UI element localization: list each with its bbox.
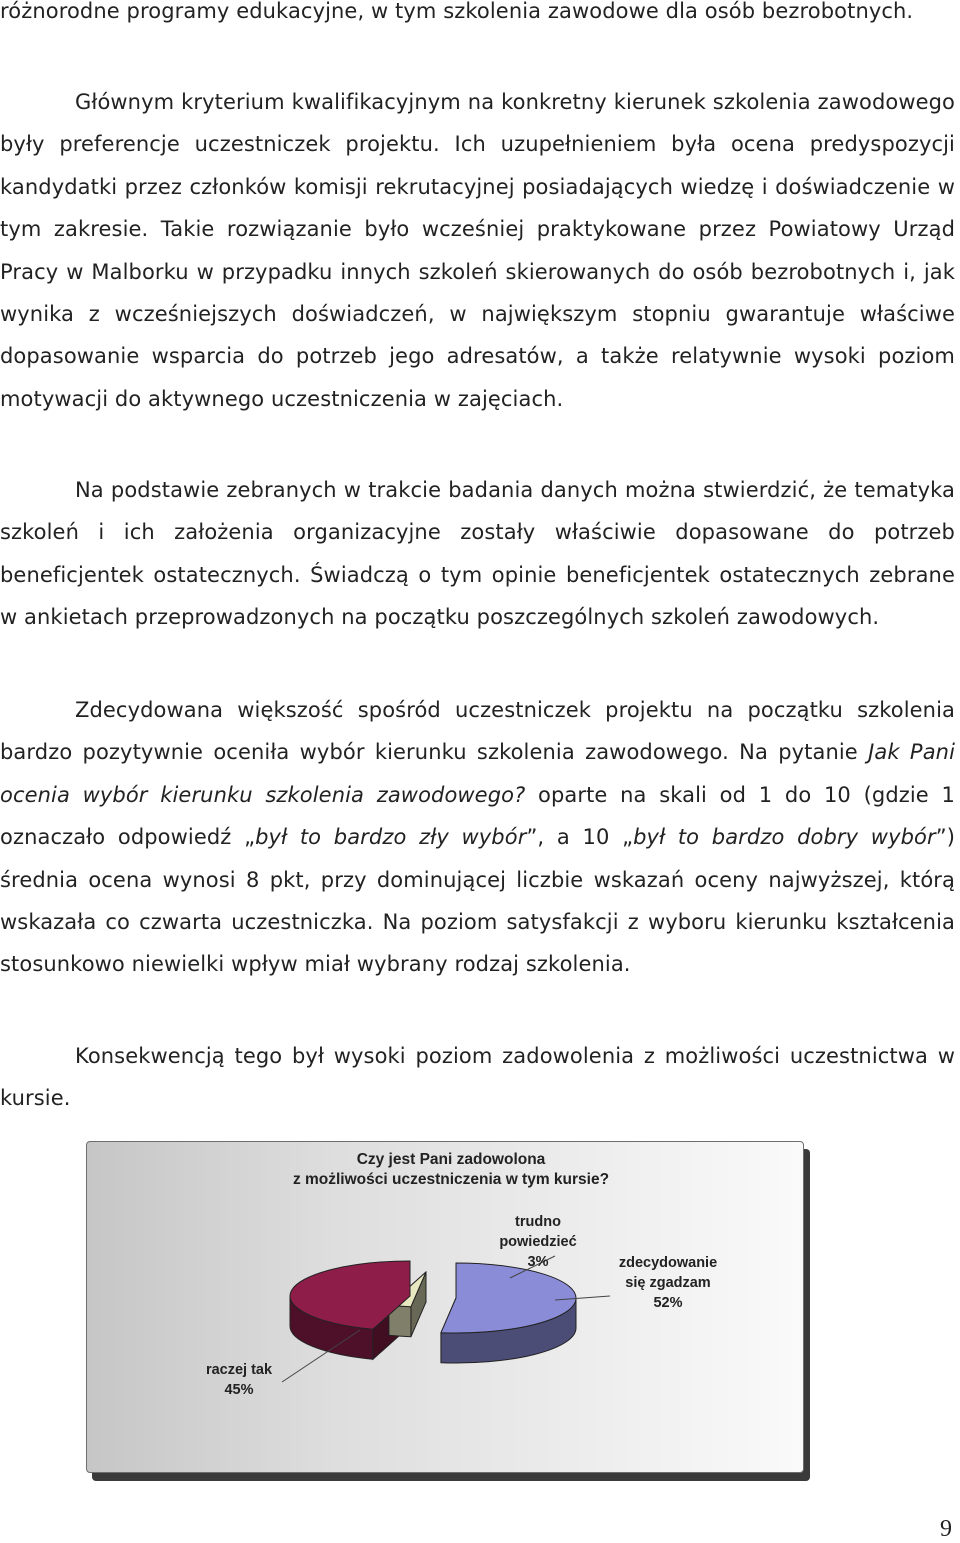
- slice-label-line: się zgadzam: [625, 1275, 711, 1291]
- scale-1-answer: był to bardzo zły wybór: [255, 825, 527, 850]
- scale-10-answer: był to bardzo dobry wybór: [633, 825, 936, 850]
- slice-label-line: 45%: [224, 1382, 254, 1398]
- paragraph-1: różnorodne programy edukacyjne, w tym szkolenia zawodowe dla osób bezrobotnych.: [0, 0, 914, 23]
- paragraph-5-text: Konsekwencją tego był wysoki poziom zadowolenia z możliwości uczestnictwa w kursie.: [0, 1044, 955, 1111]
- paragraph-4-text-b: oparte na skali od 1 do 10 (gdzie 1 oznaczało odpowiedź „: [0, 782, 955, 850]
- slice-label-line: raczej tak: [205, 1362, 273, 1378]
- paragraph-3-text: Na podstawie zebranych w trakcie badania danych można stwierdzić, że tematyka szkoleń i ich założenia organizacyjne zostały właściwie dopasowane do potrzeb beneficjentek ostatecznych. Świadczą o tym opinie beneficjentek ostatecznych zebrane w ankietach przeprowadzonych na początku poszczególnych szkoleń zawodowych.: [0, 478, 955, 630]
- slice-label-raczej-tak: [186, 1360, 292, 1400]
- paragraph-4-text-d: ”) średnia ocena wynosi 8 pkt, przy dominującej liczbie wskazań oceny najwyższej, którą wskazała co czwarta uczestniczka. Na poziom satysfakcji z wyboru kierunku kształcenia stosunkowo niewielki wpływ miał wybrany rodzaj szkolenia.: [0, 825, 955, 977]
- page-number: 9: [940, 1516, 952, 1542]
- slice-label-line: 52%: [653, 1295, 683, 1311]
- paragraph-4-text-c: ”, a 10 „: [526, 825, 634, 850]
- slice-label-line: 3%: [527, 1254, 549, 1270]
- chart-title-line-1: Czy jest Pani zadowolona: [356, 1151, 546, 1168]
- slice-label-line: trudno: [515, 1214, 561, 1230]
- slice-label-line: powiedzieć: [499, 1234, 577, 1250]
- paragraph-2-text: Głównym kryterium kwalifikacyjnym na konkretny kierunek szkolenia zawodowego były preferencje uczestniczek projektu. Ich uzupełnieniem była ocena predyspozycji kandydatki przez członków komisji rekrutacyjnej posiadających wiedzę i doświadczenie w tym zakresie. Takie rozwiązanie było wcześniej praktykowane przez Powiatowy Urząd Pracy w Malborku w przypadku innych szkoleń skierowanych do osób bezrobotnych i, jak wynika z wcześniejszych doświadczeń, w największym stopniu gwarantuje właściwe dopasowanie wsparcia do potrzeb jego adresatów, a także relatywnie wysoki poziom motywacji do aktywnego uczestniczenia w zajęciach.: [0, 90, 955, 411]
- paragraph-4-text-a: Zdecydowana większość spośród uczestniczek projektu na początku szkolenia bardzo pozytywnie oceniła wybór kierunku szkolenia zawodowego. Na pytanie: [0, 698, 955, 765]
- slice-label-zdecydowanie: [594, 1253, 742, 1313]
- slice-label-line: zdecydowanie: [618, 1255, 718, 1271]
- slice-label-trudno-powiedziec: [478, 1212, 598, 1272]
- chart-title-line-2: z możliwości uczestniczenia w tym kursie?: [292, 1171, 610, 1188]
- survey-question: Jak Pani ocenia wybór kierunku szkolenia zawodowego?: [0, 740, 956, 807]
